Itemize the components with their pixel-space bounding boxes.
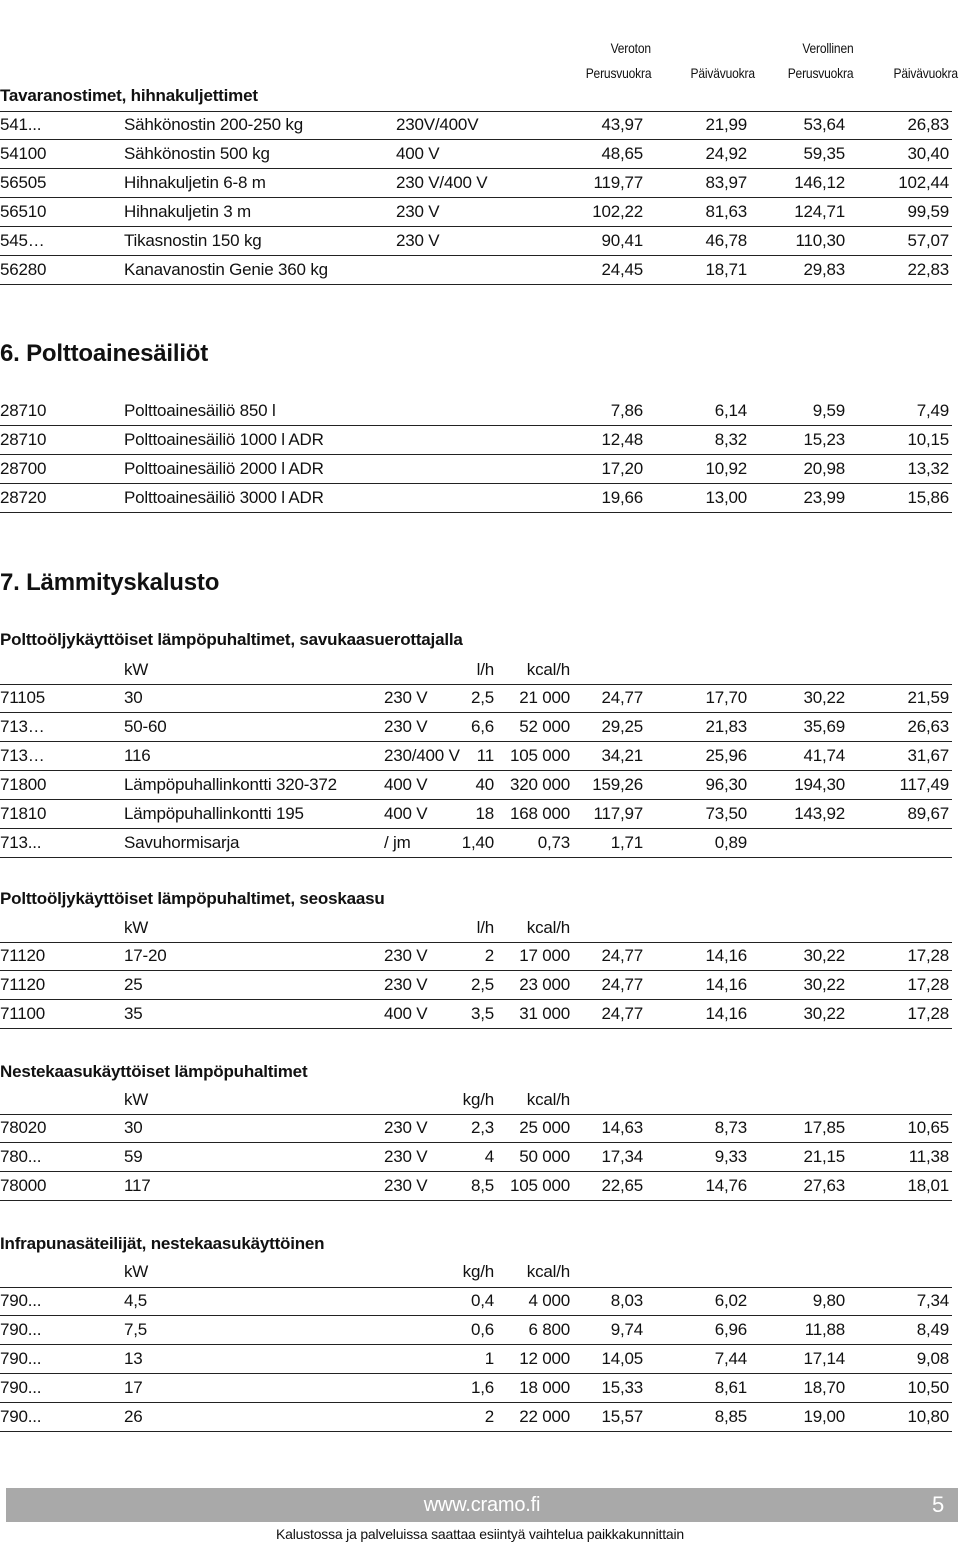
price-verollinen-perus: 18,70 [803,1378,845,1397]
item-code: 545… [0,231,45,250]
price-verollinen-paiva: 9,08 [916,1349,949,1368]
item-kcal: 23 000 [519,975,570,994]
price-veroton-paiva: 83,97 [705,173,747,192]
item-kcal: 25 000 [519,1118,570,1137]
item-code: 790... [0,1320,42,1339]
price-verollinen-perus: 9,59 [812,401,845,420]
row-divider [0,1200,952,1201]
price-veroton-paiva: 13,00 [705,488,747,507]
price-veroton-paiva: 81,63 [705,202,747,221]
item-kcal: 22 000 [519,1407,570,1426]
price-verollinen-paiva: 26,63 [907,717,949,736]
price-veroton-paiva: 46,78 [705,231,747,250]
price-verollinen-paiva: 8,49 [916,1320,949,1339]
price-veroton-perus: 34,21 [601,746,643,765]
price-veroton-perus: 102,22 [592,202,643,221]
price-veroton-paiva: 8,61 [714,1378,747,1397]
price-veroton-paiva: 96,30 [705,775,747,794]
price-verollinen-perus: 143,92 [794,804,845,823]
item-consumption: 1,6 [470,1378,494,1397]
price-verollinen-paiva: 30,40 [907,144,949,163]
price-verollinen-perus: 17,85 [803,1118,845,1137]
price-veroton-paiva: 21,99 [705,115,747,134]
price-verollinen-paiva: 10,15 [907,430,949,449]
price-veroton-perus: 1,71 [610,833,643,852]
item-name: Kanavanostin Genie 360 kg [124,260,328,279]
table-row [0,198,952,227]
unit-kcal: kcal/h [526,1262,570,1281]
price-verollinen-paiva: 26,83 [907,115,949,134]
item-kcal: 168 000 [509,804,570,823]
item-voltage: / jm [384,833,411,852]
price-veroton-perus: 117,97 [593,804,643,823]
item-name: Tikasnostin 150 kg [124,231,262,250]
price-veroton-perus: 9,74 [610,1320,643,1339]
unit-kw: kW [124,660,149,679]
price-verollinen-perus: 23,99 [803,488,845,507]
item-consumption: 11 [476,746,494,765]
price-verollinen-perus: 30,22 [803,688,845,707]
price-veroton-paiva: 8,32 [714,430,747,449]
price-verollinen-perus: 110,30 [795,231,845,250]
price-veroton-paiva: 17,70 [705,688,747,707]
table-row [0,426,952,455]
price-veroton-perus: 119,77 [593,173,643,192]
unit-kw: kW [124,1262,149,1281]
item-code: 56280 [0,260,47,279]
price-verollinen-perus: 59,35 [803,144,845,163]
item-consumption: 40 [475,775,494,794]
item-code: 28710 [0,401,47,420]
price-veroton-paiva: 7,44 [714,1349,747,1368]
price-veroton-perus: 19,66 [601,488,643,507]
price-veroton-paiva: 6,02 [714,1291,747,1310]
item-voltage: 230 V [384,975,428,994]
price-veroton-paiva: 18,71 [705,260,747,279]
item-name: Hihnakuljetin 6-8 m [124,173,266,192]
table-row [0,484,952,513]
unit-flow: l/h [476,660,494,679]
price-veroton-perus: 24,77 [601,688,643,707]
item-consumption: 18 [475,804,494,823]
item-name: Polttoainesäiliö 1000 l ADR [124,430,324,449]
price-veroton-paiva: 8,85 [714,1407,747,1426]
item-power: 59 [124,1147,143,1166]
item-consumption: 0,6 [470,1320,494,1339]
table-row [0,227,952,256]
table-row [0,684,952,713]
price-verollinen-perus: 35,69 [803,717,845,736]
price-verollinen-paiva: 22,83 [907,260,949,279]
item-code: 713... [0,833,42,852]
item-code: 713… [0,717,45,736]
unit-row [0,914,952,943]
price-veroton-paiva: 10,92 [705,459,747,478]
price-verollinen-perus: 29,83 [803,260,845,279]
item-kcal: 50 000 [519,1147,570,1166]
item-consumption: 2 [484,946,494,965]
item-power: 26 [124,1407,143,1426]
item-voltage: 230 V [384,1147,428,1166]
header-col4: Päivävuokra [893,65,958,81]
table-row [0,1287,952,1316]
item-code: 71100 [0,1004,46,1023]
table-row [0,971,952,1000]
price-veroton-paiva: 14,16 [705,946,747,965]
price-verollinen-perus: 41,74 [803,746,845,765]
item-power: 17-20 [124,946,167,965]
price-verollinen-paiva: 17,28 [907,946,949,965]
price-verollinen-paiva: 10,80 [907,1407,949,1426]
price-verollinen-paiva: 7,49 [916,401,949,420]
item-code: 780... [0,1147,42,1166]
price-veroton-perus: 8,03 [610,1291,643,1310]
price-veroton-paiva: 73,50 [705,804,747,823]
item-consumption: 1,40 [461,833,494,852]
item-consumption: 4 [484,1147,494,1166]
price-veroton-perus: 159,26 [592,775,643,794]
item-code: 790... [0,1349,42,1368]
item-kcal: 320 000 [509,775,570,794]
price-verollinen-paiva: 89,67 [907,804,949,823]
price-veroton-perus: 24,77 [601,975,643,994]
unit-flow: l/h [476,918,494,937]
table-row [0,771,952,800]
item-code: 54100 [0,144,47,163]
price-veroton-perus: 17,20 [601,459,643,478]
price-veroton-perus: 7,86 [610,401,643,420]
item-name: Hihnakuljetin 3 m [124,202,251,221]
item-power: Savuhormisarja [124,833,240,852]
price-verollinen-paiva: 17,28 [907,975,949,994]
price-veroton-paiva: 24,92 [705,144,747,163]
item-code: 28710 [0,430,47,449]
price-verollinen-perus: 53,64 [803,115,845,134]
item-consumption: 8,5 [470,1176,494,1195]
price-verollinen-perus: 124,71 [794,202,845,221]
price-veroton-perus: 43,97 [601,115,643,134]
item-voltage: 230 V [384,946,428,965]
item-voltage: 230 V [384,1118,428,1137]
item-kcal: 17 000 [519,946,570,965]
price-veroton-perus: 12,48 [601,430,643,449]
price-verollinen-perus: 17,14 [803,1349,845,1368]
price-veroton-paiva: 6,96 [714,1320,747,1339]
unit-kw: kW [124,918,149,937]
table-row [0,1345,952,1374]
item-voltage: 400 V [384,775,428,794]
item-code: 790... [0,1378,42,1397]
infra-title: Infrapunasäteilijät, nestekaasukäyttöinen [0,1234,325,1253]
seoskaasu-title: Polttoöljykäyttöiset lämpöpuhaltimet, seoskaasu [0,889,385,908]
item-voltage: 230/400 V [384,746,460,765]
unit-kcal: kcal/h [526,1090,570,1109]
price-veroton-paiva: 25,96 [705,746,747,765]
item-voltage: 230 V [384,1176,428,1195]
item-code: 56505 [0,173,47,192]
price-veroton-paiva: 14,16 [705,975,747,994]
item-kcal: 105 000 [509,746,570,765]
item-voltage: 400 V [396,144,440,163]
item-voltage: 230V/400V [396,115,479,134]
price-verollinen-paiva: 99,59 [907,202,949,221]
item-code: 71120 [0,946,46,965]
table-row [0,713,952,742]
price-veroton-perus: 29,25 [601,717,643,736]
item-consumption: 3,5 [470,1004,494,1023]
table-row [0,397,952,426]
unit-kcal: kcal/h [526,918,570,937]
price-veroton-perus: 15,57 [601,1407,643,1426]
price-veroton-perus: 48,65 [601,144,643,163]
item-code: 56510 [0,202,47,221]
price-veroton-perus: 14,05 [601,1349,643,1368]
price-veroton-perus: 17,34 [601,1147,643,1166]
page-number: 5 [931,1492,944,1517]
item-voltage: 230 V [384,688,428,707]
row-divider [0,284,952,285]
table-row [0,169,952,198]
section-tavara-title: Tavaranostimet, hihnakuljettimet [0,86,258,105]
unit-kw: kW [124,1090,149,1109]
nestekaasu-title: Nestekaasukäyttöiset lämpöpuhaltimet [0,1062,308,1081]
item-code: 78020 [0,1118,47,1137]
unit-row [0,1258,952,1287]
item-power: Lämpöpuhallinkontti 320-372 [124,775,337,794]
price-veroton-paiva: 9,33 [714,1147,747,1166]
table-row [0,256,952,285]
footer-url-link[interactable]: www.cramo.fi [423,1494,541,1516]
price-veroton-perus: 24,45 [601,260,643,279]
unit-flow: kg/h [462,1262,494,1281]
table-row [0,1143,952,1172]
price-verollinen-perus: 11,88 [804,1320,845,1339]
item-code: 78000 [0,1176,47,1195]
table-row [0,140,952,169]
header-verollinen: Verollinen [801,40,853,56]
item-kcal: 6 800 [528,1320,570,1339]
item-code: 28700 [0,459,47,478]
price-veroton-paiva: 8,73 [714,1118,747,1137]
item-kcal: 52 000 [519,717,570,736]
price-verollinen-paiva: 102,44 [898,173,949,192]
table-row [0,1114,952,1143]
item-name: Polttoainesäiliö 3000 l ADR [124,488,324,507]
price-verollinen-paiva: 18,01 [907,1176,949,1195]
table-row [0,1374,952,1403]
item-voltage: 230 V/400 V [396,173,488,192]
item-code: 790... [0,1291,42,1310]
item-code: 790... [0,1407,42,1426]
item-code: 71800 [0,775,47,794]
table-row [0,455,952,484]
unit-flow: kg/h [462,1090,494,1109]
item-power: 17 [124,1378,143,1397]
footer-note: Kalustossa ja palveluissa saattaa esiintyä vaihtelua paikkakunnittain [275,1526,684,1542]
item-power: 25 [124,975,143,994]
item-consumption: 2,5 [470,975,494,994]
item-consumption: 2,5 [470,688,494,707]
item-voltage: 230 V [396,202,440,221]
item-voltage: 400 V [384,1004,428,1023]
table-row [0,800,952,829]
unit-row [0,1086,952,1115]
price-veroton-perus: 15,33 [601,1378,643,1397]
item-consumption: 1 [484,1349,494,1368]
item-name: Polttoainesäiliö 850 l [124,401,276,420]
table-row [0,942,952,971]
price-verollinen-paiva: 17,28 [907,1004,949,1023]
price-veroton-perus: 14,63 [601,1118,643,1137]
item-name: Sähkönostin 200-250 kg [124,115,303,134]
header-col1: Perusvuokra [585,65,651,81]
item-consumption: 0,4 [470,1291,494,1310]
price-verollinen-perus: 30,22 [803,975,845,994]
price-verollinen-paiva: 15,86 [907,488,949,507]
price-verollinen-perus: 146,12 [794,173,845,192]
price-verollinen-perus: 27,63 [803,1176,845,1195]
item-code: 28720 [0,488,47,507]
price-veroton-perus: 24,77 [601,1004,643,1023]
item-power: Lämpöpuhallinkontti 195 [124,804,304,823]
item-kcal: 21 000 [519,688,570,707]
price-veroton-perus: 22,65 [601,1176,643,1195]
item-consumption: 6,6 [470,717,494,736]
item-code: 71105 [0,688,46,707]
price-verollinen-perus: 20,98 [803,459,845,478]
footer-bar [6,1488,958,1522]
header-veroton: Veroton [610,40,651,56]
price-verollinen-paiva: 10,50 [907,1378,949,1397]
item-kcal: 4 000 [528,1291,570,1310]
item-voltage: 230 V [396,231,440,250]
item-consumption: 2 [484,1407,494,1426]
price-veroton-paiva: 21,83 [705,717,747,736]
item-power: 13 [124,1349,143,1368]
item-consumption: 2,3 [470,1118,494,1137]
header-col3: Perusvuokra [787,65,853,81]
item-code: 71120 [0,975,46,994]
row-divider [0,1431,952,1432]
item-code: 713… [0,746,45,765]
table-row [0,742,952,771]
item-power: 30 [124,1118,143,1137]
row-divider [0,1028,952,1029]
price-verollinen-paiva: 11,38 [908,1147,949,1166]
price-verollinen-paiva: 31,67 [907,746,949,765]
table-row [0,1172,952,1201]
header-col2: Päivävuokra [690,65,755,81]
price-verollinen-perus: 30,22 [803,946,845,965]
price-verollinen-paiva: 7,34 [916,1291,949,1310]
item-power: 50-60 [124,717,167,736]
section-lammitys-title: 7. Lämmityskalusto [0,569,220,596]
price-verollinen-perus: 194,30 [794,775,845,794]
item-power: 117 [124,1176,151,1195]
price-verollinen-perus: 15,23 [803,430,845,449]
price-verollinen-paiva: 117,49 [899,775,949,794]
item-kcal: 12 000 [519,1349,570,1368]
item-power: 35 [124,1004,143,1023]
price-verollinen-paiva: 10,65 [907,1118,949,1137]
price-veroton-perus: 24,77 [601,946,643,965]
price-verollinen-paiva: 21,59 [907,688,949,707]
table-row [0,1316,952,1345]
item-code: 71810 [0,804,47,823]
price-verollinen-paiva: 13,32 [907,459,949,478]
section-poltto-title: 6. Polttoainesäiliöt [0,340,209,367]
price-verollinen-perus: 9,80 [812,1291,845,1310]
table-row [0,1403,952,1432]
price-verollinen-paiva: 57,07 [907,231,949,250]
table-row [0,829,952,858]
table-row [0,1000,952,1029]
item-kcal: 31 000 [519,1004,570,1023]
unit-row [0,656,952,685]
price-veroton-perus: 90,41 [601,231,643,250]
item-power: 4,5 [124,1291,148,1310]
price-verollinen-perus: 19,00 [803,1407,845,1426]
price-veroton-paiva: 14,76 [705,1176,747,1195]
item-name: Sähkönostin 500 kg [124,144,270,163]
table-row [0,111,952,140]
price-veroton-paiva: 6,14 [714,401,747,420]
item-power: 7,5 [124,1320,148,1339]
item-voltage: 400 V [384,804,428,823]
price-veroton-paiva: 0,89 [714,833,747,852]
price-verollinen-perus: 30,22 [803,1004,845,1023]
savukaasu-title: Polttoöljykäyttöiset lämpöpuhaltimet, savukaasuerottajalla [0,630,463,649]
item-voltage: 230 V [384,717,428,736]
item-kcal: 105 000 [509,1176,570,1195]
price-verollinen-perus: 21,15 [803,1147,845,1166]
unit-kcal: kcal/h [526,660,570,679]
row-divider [0,857,952,858]
price-veroton-paiva: 14,16 [705,1004,747,1023]
row-divider [0,512,952,513]
item-kcal: 0,73 [537,833,570,852]
item-code: 541... [0,115,42,134]
item-name: Polttoainesäiliö 2000 l ADR [124,459,324,478]
item-power: 116 [124,746,151,765]
item-kcal: 18 000 [519,1378,570,1397]
item-power: 30 [124,688,143,707]
